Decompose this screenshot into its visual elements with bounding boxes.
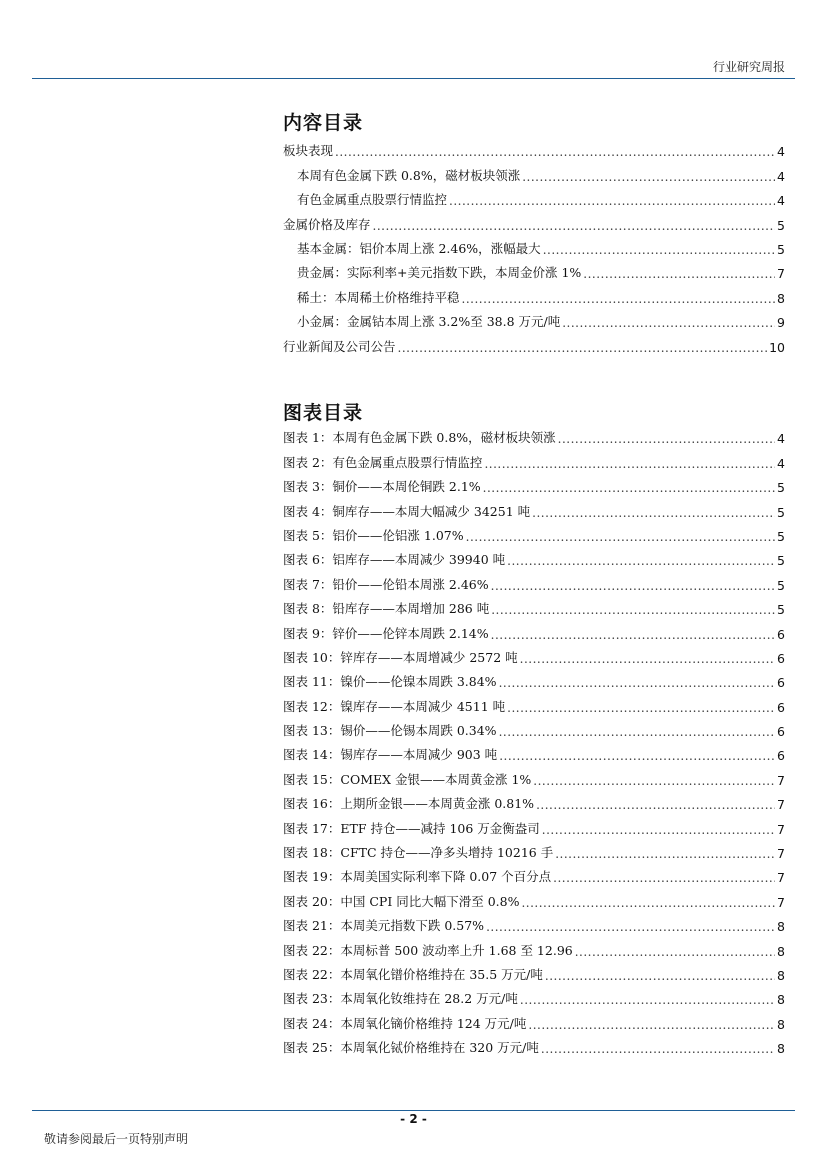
dot-leader (507, 701, 775, 715)
toc-page-number: 7 (777, 821, 785, 837)
toc-page-number: 9 (777, 315, 785, 331)
dot-leader (499, 725, 775, 739)
dot-leader (499, 676, 775, 690)
figure-entry[interactable] (283, 544, 785, 568)
dot-leader (575, 945, 775, 959)
dot-leader (562, 316, 775, 330)
toc-entry-text: 图表 24：本周氧化镝价格维持 124 万元/吨 (283, 1015, 527, 1031)
page-number: - 2 - (400, 1112, 427, 1126)
toc-page-number: 7 (777, 870, 785, 886)
dot-leader (398, 341, 768, 355)
figure-entry[interactable] (283, 471, 785, 495)
dot-leader (449, 194, 775, 208)
figure-entry[interactable] (283, 1007, 785, 1031)
toc-entry-text: 贵金属：实际利率+美元指数下跌，本周金价涨 1% (297, 265, 582, 281)
figure-entry[interactable] (283, 837, 785, 861)
dot-leader (491, 603, 775, 617)
toc-entry-text: 图表 2：有色金属重点股票行情监控 (283, 454, 483, 470)
toc-entry-text: 图表 16：上期所金银——本周黄金涨 0.81% (283, 796, 535, 812)
toc-entry-text: 图表 15：COMEX 金银——本周黄金涨 1% (283, 771, 532, 787)
contents-entry[interactable] (283, 135, 785, 159)
toc-entry-text: 图表 12：镍库存——本周减少 4511 吨 (283, 698, 506, 714)
toc-page-number: 8 (777, 992, 785, 1008)
dot-leader (583, 267, 775, 281)
toc-page-number: 5 (777, 528, 785, 544)
figure-entry[interactable] (283, 983, 785, 1007)
dot-leader (520, 652, 775, 666)
report-type-label: 行业研究周报 (712, 60, 785, 74)
dot-leader (528, 1018, 775, 1032)
dot-leader (558, 432, 775, 446)
toc-page-number: 6 (777, 626, 785, 642)
figure-entry[interactable] (283, 763, 785, 787)
toc-page-number: 8 (777, 943, 785, 959)
dot-leader (373, 219, 776, 233)
toc-page-number: 7 (777, 266, 785, 282)
dot-leader (462, 292, 776, 306)
contents-entry[interactable] (283, 184, 785, 208)
toc-page-number: 4 (777, 144, 785, 160)
figure-entry[interactable] (283, 812, 785, 836)
toc-entry-text: 图表 10：锌库存——本周增减少 2572 吨 (283, 649, 518, 665)
toc-entry-text: 图表 11：镍价——伦镍本周跌 3.84% (283, 674, 497, 690)
toc-entry-text: 图表 7：铅价——伦铅本周涨 2.46% (283, 576, 489, 592)
figure-entry[interactable] (283, 1032, 785, 1056)
dot-leader (522, 170, 775, 184)
toc-entry-text: 图表 20：中国 CPI 同比大幅下滑至 0.8% (283, 893, 520, 909)
toc-page-number: 4 (777, 193, 785, 209)
toc-entry-text: 图表 8：铅库存——本周增加 286 吨 (283, 601, 490, 617)
figure-entry[interactable] (283, 422, 785, 446)
dot-leader (491, 628, 775, 642)
toc-entry-text: 图表 9：锌价——伦锌本周跌 2.14% (283, 625, 489, 641)
toc-entry-text: 图表 1：本周有色金属下跌 0.8%，磁材板块领涨 (283, 430, 556, 446)
contents-entry[interactable] (283, 330, 785, 354)
toc-page-number: 5 (777, 504, 785, 520)
dot-leader (541, 1042, 775, 1056)
contents-entry[interactable] (283, 208, 785, 232)
dot-leader (533, 774, 775, 788)
figure-entry[interactable] (283, 446, 785, 470)
toc-entry-text: 行业新闻及公司公告 (283, 338, 396, 354)
toc-entry-text: 图表 21：本周美元指数下跌 0.57% (283, 918, 485, 934)
toc-page-number: 4 (777, 431, 785, 447)
figure-entry[interactable] (283, 715, 785, 739)
dot-leader (335, 145, 775, 159)
toc-entry-text: 基本金属：铝价本周上涨 2.46%，涨幅最大 (297, 240, 541, 256)
toc-entry-text: 图表 4：铜库存——本周大幅减少 34251 吨 (283, 503, 531, 519)
toc-page-number: 7 (777, 846, 785, 862)
dot-leader (536, 798, 775, 812)
toc-page-number: 7 (777, 772, 785, 788)
toc-page-number: 5 (777, 480, 785, 496)
toc-entry-text: 图表 3：铜价——本周伦铜跌 2.1% (283, 479, 481, 495)
toc-entry-text: 图表 22：本周氧化镨价格维持在 35.5 万元/吨 (283, 966, 543, 982)
dot-leader (545, 969, 775, 983)
figure-entry[interactable] (283, 739, 785, 763)
toc-entry-text: 本周有色金属下跌 0.8%，磁材板块领涨 (297, 167, 521, 183)
toc-page-number: 8 (777, 1041, 785, 1057)
dot-leader (543, 243, 775, 257)
toc-page-number: 7 (777, 797, 785, 813)
disclaimer: 敬请参阅最后一页特别声明 (44, 1132, 189, 1146)
figure-entry[interactable] (283, 690, 785, 714)
figure-entry[interactable] (283, 885, 785, 909)
figure-entry[interactable] (283, 666, 785, 690)
toc-entry-text: 图表 22：本周标普 500 波动率上升 1.68 至 12.96 (283, 942, 573, 958)
toc-page-number: 8 (777, 919, 785, 935)
footer-divider (32, 1110, 795, 1111)
toc-entry-text: 图表 23：本周氧化钕维持在 28.2 万元/吨 (283, 991, 518, 1007)
figures-list (283, 422, 785, 1056)
figure-entry[interactable] (283, 642, 785, 666)
dot-leader (466, 530, 775, 544)
header-divider (32, 78, 795, 79)
toc-page-number: 6 (777, 724, 785, 740)
contents-title: 内容目录 (283, 112, 364, 134)
dot-leader (521, 896, 775, 910)
toc-page-number: 5 (777, 241, 785, 257)
toc-entry-text: 金属价格及库存 (283, 216, 371, 232)
dot-leader (532, 506, 775, 520)
toc-page-number: 6 (777, 699, 785, 715)
figure-entry[interactable] (283, 861, 785, 885)
toc-page-number: 7 (777, 894, 785, 910)
toc-entry-text: 稀土：本周稀土价格维持平稳 (297, 289, 460, 305)
toc-page-number: 4 (777, 168, 785, 184)
contents-entry[interactable] (283, 257, 785, 281)
dot-leader (499, 749, 775, 763)
figure-entry[interactable] (283, 788, 785, 812)
dot-leader (520, 993, 775, 1007)
contents-entry[interactable] (283, 281, 785, 305)
toc-page-number: 10 (769, 339, 785, 355)
toc-entry-text: 有色金属重点股票行情监控 (297, 192, 448, 208)
figure-entry[interactable] (283, 959, 785, 983)
toc-page-number: 6 (777, 748, 785, 764)
contents-entry[interactable] (283, 233, 785, 257)
toc-entry-text: 图表 5：铝价——伦铝涨 1.07% (283, 527, 464, 543)
toc-entry-text: 图表 18：CFTC 持仓——净多头增持 10216 手 (283, 845, 554, 861)
toc-entry-text: 图表 25：本周氧化铽价格维持在 320 万元/吨 (283, 1040, 539, 1056)
toc-page-number: 8 (777, 1016, 785, 1032)
dot-leader (555, 847, 775, 861)
dot-leader (553, 871, 775, 885)
figure-entry[interactable] (283, 934, 785, 958)
toc-entry-text: 图表 6：铝库存——本周减少 39940 吨 (283, 552, 506, 568)
dot-leader (484, 457, 775, 471)
figure-entry[interactable] (283, 617, 785, 641)
figure-entry[interactable] (283, 568, 785, 592)
toc-page-number: 8 (777, 290, 785, 306)
contents-list (283, 135, 785, 355)
figures-title: 图表目录 (283, 402, 364, 424)
toc-entry-text: 小金属：金属钴本周上涨 3.2%至 38.8 万元/吨 (297, 314, 561, 330)
toc-entry-text: 图表 14：锡库存——本周减少 903 吨 (283, 747, 498, 763)
toc-page-number: 5 (777, 553, 785, 569)
toc-page-number: 4 (777, 455, 785, 471)
toc-entry-text: 图表 17：ETF 持仓——减持 106 万金衡盎司 (283, 820, 540, 836)
contents-entry[interactable] (283, 159, 785, 183)
dot-leader (542, 823, 775, 837)
toc-entry-text: 板块表现 (283, 143, 334, 159)
toc-page-number: 5 (777, 577, 785, 593)
dot-leader (483, 481, 775, 495)
toc-entry-text: 图表 13：锡价——伦锡本周跌 0.34% (283, 723, 497, 739)
toc-page-number: 5 (777, 217, 785, 233)
dot-leader (507, 554, 775, 568)
toc-page-number: 6 (777, 675, 785, 691)
toc-page-number: 5 (777, 602, 785, 618)
contents-entry[interactable] (283, 306, 785, 330)
figure-entry[interactable] (283, 520, 785, 544)
toc-page-number: 8 (777, 967, 785, 983)
dot-leader (486, 920, 775, 934)
toc-page-number: 6 (777, 650, 785, 666)
figure-entry[interactable] (283, 495, 785, 519)
dot-leader (491, 579, 775, 593)
figure-entry[interactable] (283, 593, 785, 617)
toc-entry-text: 图表 19：本周美国实际利率下降 0.07 个百分点 (283, 869, 552, 885)
figure-entry[interactable] (283, 910, 785, 934)
